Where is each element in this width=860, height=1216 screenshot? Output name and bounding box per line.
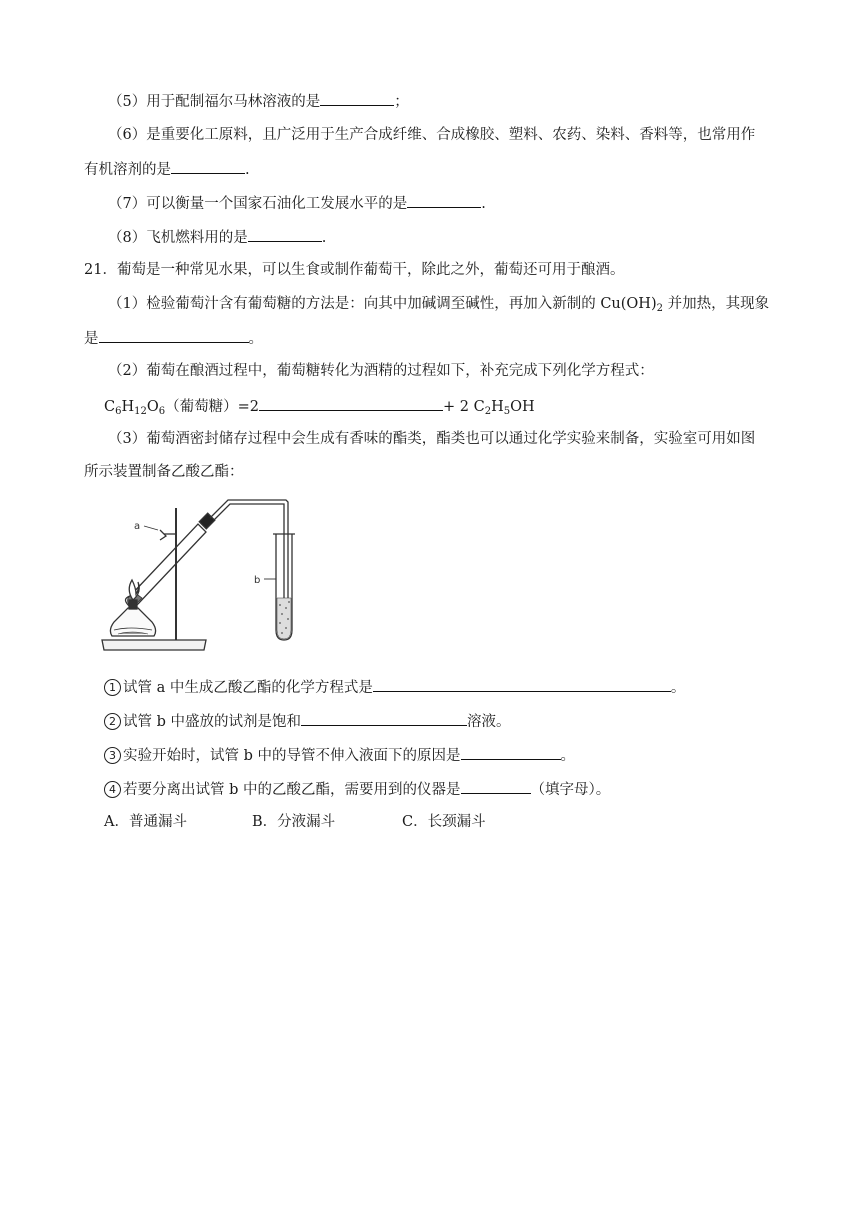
answer-blank[interactable]	[301, 710, 467, 726]
q20-item6-line2: 有机溶剂的是 .	[84, 158, 250, 180]
tube-b-label: b	[254, 575, 261, 586]
circled-number: 4	[104, 781, 121, 798]
answer-blank[interactable]	[99, 327, 249, 343]
circled-number: 1	[104, 679, 121, 696]
q20-item6-line1: （6）是重要化工原料，且广泛用于生产合成纤维、合成橡胶、塑料、农药、染料、香料等，也常用作	[108, 127, 756, 143]
q21-part1-line1: （1）检验葡萄汁含有葡萄糖的方法是：向其中加碱调至碱性，再加入新制的 $Cu(OH)_2$ 并加热，其现象	[108, 296, 770, 314]
q21-part2: （2）葡萄在酿酒过程中，葡萄糖转化为酒精的过程如下，补充完成下列化学方程式：	[108, 363, 654, 379]
option-b[interactable]: B．分液漏斗	[252, 814, 336, 830]
answer-blank[interactable]	[320, 90, 394, 106]
answer-blank[interactable]	[248, 226, 322, 242]
q21-part3-line1: （3）葡萄酒密封储存过程中会生成有香味的酯类，酯类也可以通过化学实验来制备，实验室可用如图	[108, 431, 756, 447]
answer-blank[interactable]	[407, 192, 481, 208]
answer-blank[interactable]	[373, 676, 671, 692]
option-a[interactable]: A．普通漏斗	[104, 814, 187, 830]
q21-stem: 21．葡萄是一种常见水果，可以生食或制作葡萄干，除此之外，葡萄还可用于酿酒。	[84, 262, 625, 278]
option-c[interactable]: C．长颈漏斗	[402, 814, 486, 830]
q21-sub1: 1 试管 a 中生成乙酸乙酯的化学方程式是 。	[104, 676, 685, 698]
q21-part3-line2: 所示装置制备乙酸乙酯：	[84, 464, 244, 480]
q21-equation: $C_6H_{12}O_6$（葡萄糖）=2 + 2 $C_2H_5OH$	[104, 395, 535, 422]
tube-a-label: a	[134, 521, 141, 532]
ethyl-acetate-apparatus-figure	[100, 490, 330, 660]
q21-sub4: 4 若要分离出试管 b 中的乙酸乙酯，需要用到的仪器是 （填字母）。	[104, 778, 610, 800]
circled-number: 3	[104, 747, 121, 764]
q21-sub3: 3 实验开始时，试管 b 中的导管不伸入液面下的原因是 。	[104, 744, 575, 766]
answer-blank[interactable]	[171, 158, 245, 174]
q21-options	[104, 812, 486, 832]
circled-number: 2	[104, 713, 121, 730]
q20-item5: （5）用于配制福尔马林溶液的是 ；	[108, 90, 409, 112]
q20-item7: （7）可以衡量一个国家石油化工发展水平的是 .	[108, 192, 486, 214]
answer-blank[interactable]	[259, 395, 443, 411]
q21-sub2: 2 试管 b 中盛放的试剂是饱和 溶液。	[104, 710, 511, 732]
q20-item8: （8）飞机燃料用的是 .	[108, 226, 326, 248]
answer-blank[interactable]	[461, 778, 531, 794]
answer-blank[interactable]	[461, 744, 561, 760]
q21-part1-line2: 是 。	[84, 327, 263, 349]
